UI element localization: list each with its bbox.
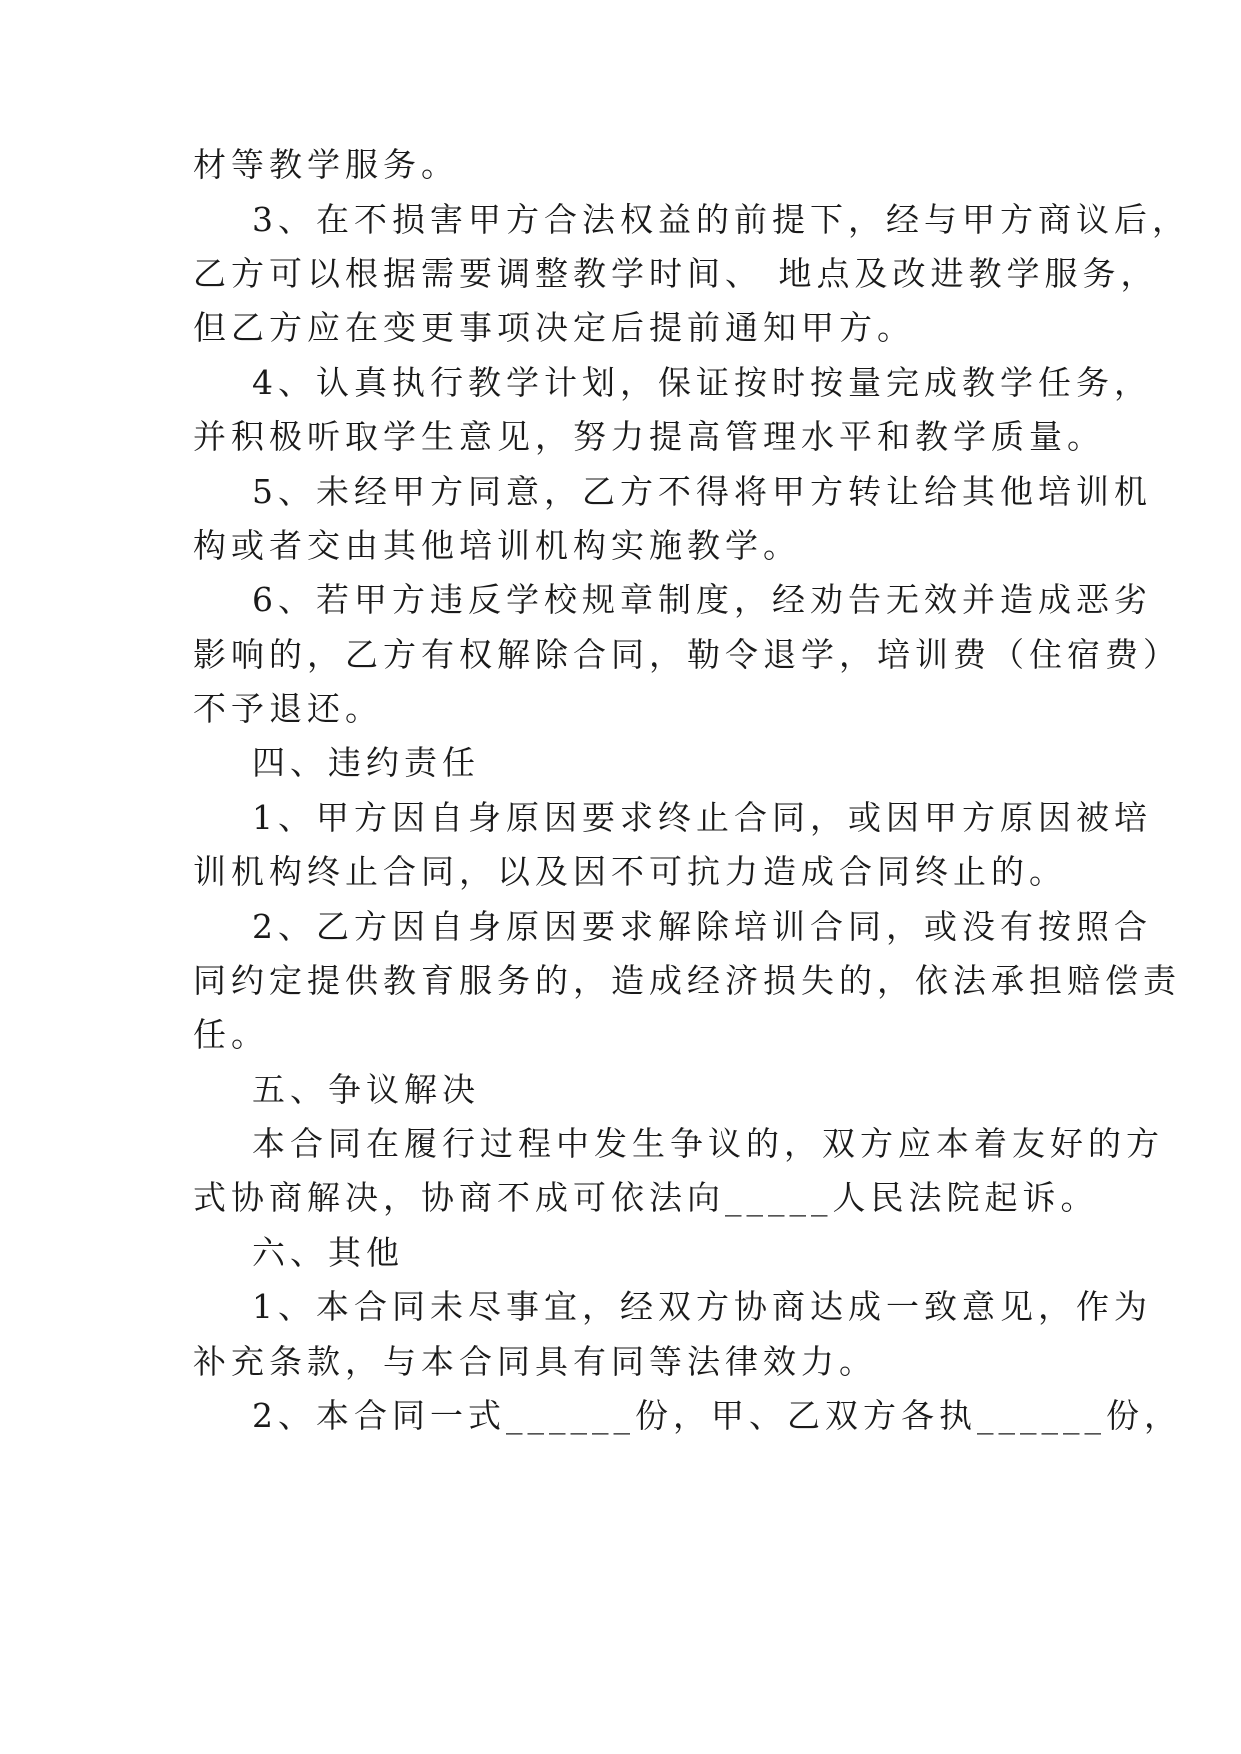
section-heading-breach: 四、违约责任: [252, 743, 480, 782]
text-line-17: 任。: [193, 1015, 269, 1054]
section-heading-other: 六、其他: [252, 1233, 404, 1272]
text-line-20: 式协商解决，协商不成可依法向_____人民法院起诉。: [193, 1178, 1099, 1217]
text-line-6: 并积极听取学生意见，努力提高管理水平和教学质量。: [193, 417, 1105, 456]
text-line-23: 补充条款，与本合同具有同等法律效力。: [193, 1342, 877, 1381]
text-line-16: 同约定提供教育服务的，造成经济损失的，依法承担赔偿责: [193, 961, 1181, 1000]
text-line-24: 2、本合同一式______份，甲、乙双方各执______份，: [252, 1396, 1182, 1435]
text-line-3: 乙方可以根据需要调整教学时间、 地点及改进教学服务，: [193, 254, 1159, 293]
text-line-15: 2、乙方因自身原因要求解除培训合同，或没有按照合: [252, 907, 1152, 946]
text-line-1: 材等教学服务。: [193, 145, 459, 184]
text-line-7: 5、未经甲方同意，乙方不得将甲方转让给其他培训机: [252, 472, 1152, 511]
section-heading-dispute: 五、争议解决: [252, 1070, 480, 1109]
text-line-2: 3、在不损害甲方合法权益的前提下，经与甲方商议后，: [252, 200, 1190, 239]
text-line-10: 影响的，乙方有权解除合同，勒令退学，培训费（住宿费）: [193, 635, 1181, 674]
text-line-9: 6、若甲方违反学校规章制度，经劝告无效并造成恶劣: [252, 580, 1152, 619]
text-line-14: 训机构终止合同，以及因不可抗力造成合同终止的。: [193, 852, 1067, 891]
text-line-4: 但乙方应在变更事项决定后提前通知甲方。: [193, 308, 915, 347]
text-line-5: 4、认真执行教学计划，保证按时按量完成教学任务，: [252, 363, 1152, 402]
text-line-13: 1、甲方因自身原因要求终止合同，或因甲方原因被培: [252, 798, 1152, 837]
text-line-8: 构或者交由其他培训机构实施教学。: [193, 526, 801, 565]
text-line-11: 不予退还。: [193, 689, 383, 728]
text-line-19: 本合同在履行过程中发生争议的，双方应本着友好的方: [252, 1124, 1164, 1163]
text-line-22: 1、本合同未尽事宜，经双方协商达成一致意见，作为: [252, 1287, 1152, 1326]
